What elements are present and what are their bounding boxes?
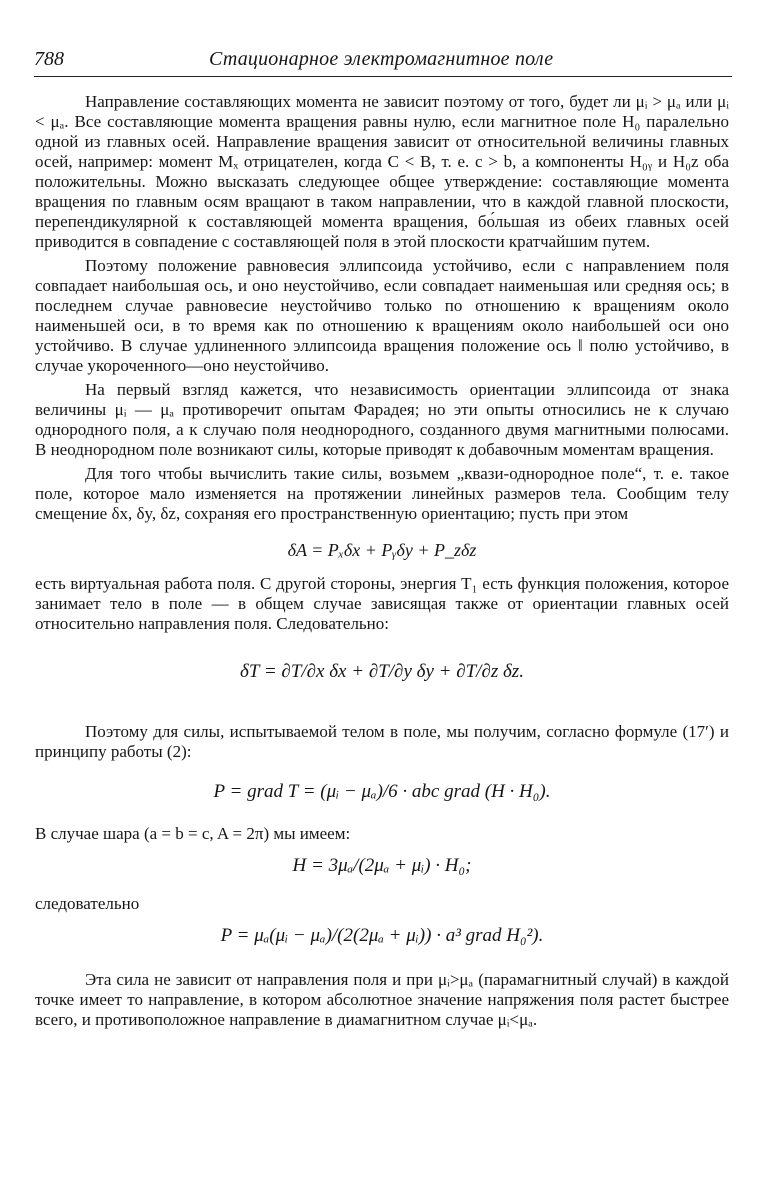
page-number: 788: [34, 48, 64, 70]
formula-sphere-field: H = 3μₐ/(2μₐ + μᵢ) · H₀;: [292, 855, 472, 876]
paragraph-rotation-direction: Направление составляющих момента не зависит поэтому от того, будет ли μᵢ > μₐ или μᵢ < μₐ. Все составляющие момента вращения равны нулю, если магнитное поле H₀ паралельно одной из главных осей. Направление вращения зависит от относительной величины главных осей, например: момент Mₓ отрицателен, когда C < B, т. е. c > b, а компоненты H₀ᵧ и H₀z оба положительны. Можно высказать следующее общее утверждение: составляющие момента вращения по главным осям вращают в таком направлении, что в каждой главной плоскости, перепендикулярной к составляющей момента вращения, бо́льшая из обеих главных осей приводится в совпадение с составляющей поля в этой плоскости кратчайшим путем.: [35, 92, 729, 251]
paragraph-equilibrium: Поэтому положение равновесия эллипсоида устойчиво, если с направлением поля совпадает наибольшая ось, и оно неустойчиво, если совпадает наименьшая или средняя ось; в последнем случае равновесие неустойчиво только по отношению к вращениям около наименьшей оси, в то время как по отношению к вращениям около наибольшей оси оно устойчиво. В случае удлиненного эллипсоида вращения положение ось ‖ полю устойчиво, в случае укороченного—оно неустойчиво.: [35, 256, 729, 375]
page-header: [34, 42, 732, 77]
paragraph-therefore: следовательно: [35, 894, 140, 913]
running-title: Стационарное электромагнитное поле: [209, 48, 554, 70]
formula-energy-variation: δT = ∂T/∂x δx + ∂T/∂y δy + ∂T/∂z δz.: [240, 661, 524, 682]
formula-virtual-work: δA = Pₓδx + Pᵧδy + P_zδz: [287, 540, 477, 560]
paragraph-faraday: На первый взгляд кажется, что независимость ориентации эллипсоида от знака величины μᵢ — μₐ противоречит опытам Фарадея; но эти опыты относились не к случаю однородного поля, а к случаю поля неоднородного, созданного двумя магнитными полюсами. В неоднородном поле возникают силы, которые приводят к добавочным моментам вращения.: [35, 380, 729, 459]
page-body: [35, 92, 729, 1030]
paragraph-force-intro: Поэтому для силы, испытываемой телом в поле, мы получим, согласно формуле (17′) и принципу работы (2):: [35, 722, 729, 761]
paragraph-quasi-homogeneous: Для того чтобы вычислить такие силы, возьмем „квази-однородное поле“, т. е. такое поле, которое мало изменяется на протяжении линейных размеров тела. Сообщим телу смещение δx, δy, δz, сохраняя его пространственную ориентацию; пусть при этом: [35, 464, 729, 523]
paragraph-sphere-case: В случае шара (a = b = c, A = 2π) мы имеем:: [35, 824, 351, 843]
formula-force-grad: P = grad T = (μᵢ − μₐ)/6 · abc grad (H · H₀).: [213, 781, 551, 802]
paragraph-energy: есть виртуальная работа поля. С другой стороны, энергия T₁ есть функция положения, которое занимает тело в поле — в общем случае зависящая также от ориентации главных осей относительно направления поля. Следовательно:: [35, 574, 729, 633]
formula-sphere-force: P = μₐ(μᵢ − μₐ)/(2(2μₐ + μᵢ)) · a³ grad H₀²).: [220, 925, 544, 946]
paragraph-conclusion: Эта сила не зависит от направления поля и при μᵢ>μₐ (парамагнитный случай) в каждой точке имеет то направление, в котором абсолютное значение напряжения поля растет быстрее всего, и противоположное направление в диамагнитном случае μᵢ<μₐ.: [35, 970, 729, 1029]
